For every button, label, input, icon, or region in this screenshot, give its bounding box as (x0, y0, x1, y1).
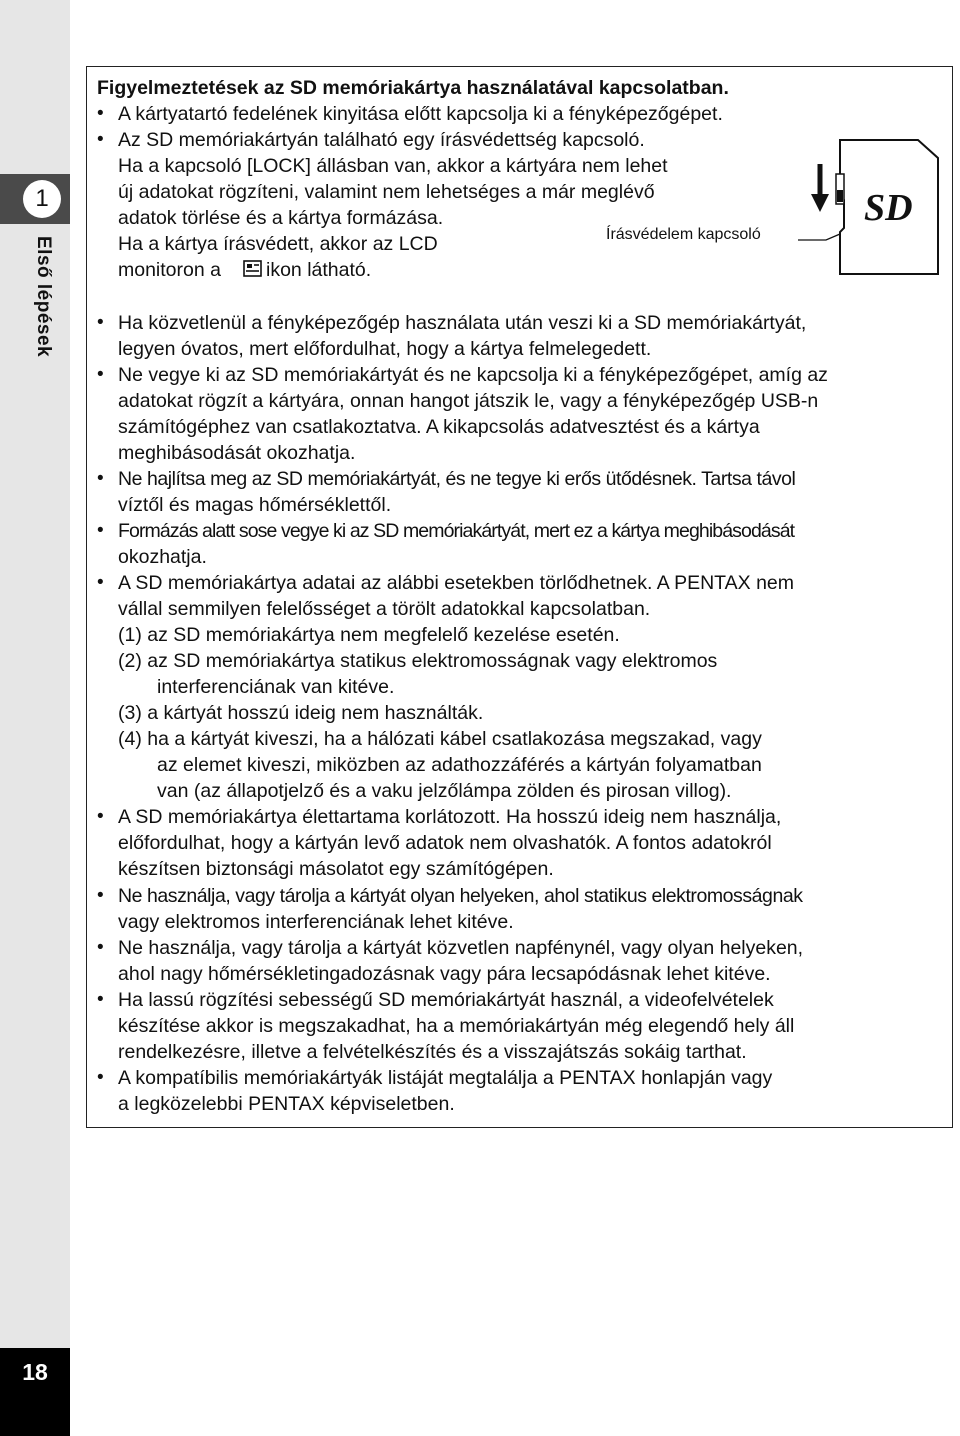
bullet-mark: • (97, 989, 104, 1010)
caution-line: monitoron a (118, 259, 221, 281)
sd-logo: SD (864, 187, 913, 229)
caution-line: (2) az SD memóriakártya statikus elektromosságnak vagy elektromos (118, 650, 718, 672)
caution-line: A kártyatartó fedelének kinyitása előtt kapcsolja ki a fényképezőgépet. (118, 103, 723, 125)
caution-line: A SD memóriakártya élettartama korlátozott. Ha hosszú ideig nem használja, (118, 806, 782, 828)
caution-line: Ne használja, vagy tárolja a kártyát olyan helyeken, ahol statikus elektromosságnak (118, 885, 803, 907)
chapter-title: Első lépések (33, 236, 54, 358)
bullet-mark: • (97, 885, 104, 906)
caution-line: Ne használja, vagy tárolja a kártyát közvetlen napfénynél, vagy olyan helyeken, (118, 937, 804, 959)
caution-line: Ha a kapcsoló [LOCK] állásban van, akkor a kártyára nem lehet (118, 155, 668, 177)
caution-line: (1) az SD memóriakártya nem megfelelő kezelése esetén. (118, 624, 620, 646)
bullet-mark: • (97, 572, 104, 593)
write-protect-icon (243, 260, 263, 278)
caution-line: Ha a kártya írásvédett, akkor az LCD (118, 233, 438, 255)
bullet-mark: • (97, 364, 104, 385)
bullet-mark: • (97, 1067, 104, 1088)
caution-line: A SD memóriakártya adatai az alábbi esetekben törlődhetnek. A PENTAX nem (118, 572, 795, 594)
sd-card-illustration (810, 136, 942, 278)
write-protect-switch-caption: Írásvédelem kapcsoló (606, 226, 761, 243)
caution-line: ikon látható. (266, 259, 372, 281)
caution-line: rendelkezésre, illetve a felvételkészítés és a visszajátszás sokáig tarthat. (118, 1041, 747, 1063)
caution-line: Ha lassú rögzítési sebességű SD memóriakártyát használ, a videofelvételek (118, 989, 774, 1011)
bullet-mark: • (97, 468, 104, 489)
caution-line: vagy elektromos interferenciának lehet kitéve. (118, 911, 514, 933)
caution-line: vállal semmilyen felelősséget a törölt adatokkal kapcsolatban. (118, 598, 651, 620)
caution-line: az elemet kiveszi, miközben az adathozzáférés a kártyán folyamatban (157, 754, 762, 776)
caution-line: Az SD memóriakártyán található egy írásvédettség kapcsoló. (118, 129, 645, 151)
caution-line: meghibásodását okozhatja. (118, 442, 356, 464)
caution-line: Ha közvetlenül a fényképezőgép használata után veszi ki a SD memóriakártyát, (118, 312, 807, 334)
caution-line: előfordulhat, hogy a kártyán levő adatok nem olvashatók. A fontos adatokról (118, 832, 772, 854)
bullet-mark: • (97, 103, 104, 124)
caution-line: a legközelebbi PENTAX képviseletben. (118, 1093, 455, 1115)
caution-line: Formázás alatt sose vegye ki az SD memóriakártyát, mert ez a kártya meghibásodását (118, 520, 795, 542)
caution-line: ahol nagy hőmérsékletingadozásnak vagy pára lecsapódásnak lehet kitéve. (118, 963, 771, 985)
caution-line: adatokat rögzít a kártyára, onnan hangot játszik le, vagy a fényképezőgép USB-n (118, 390, 819, 412)
caution-line: van (az állapotjelző és a vaku jelzőlámpa zölden és pirosan villog). (157, 780, 732, 802)
caution-line: (4) ha a kártyát kiveszi, ha a hálózati kábel csatlakozása megszakad, vagy (118, 728, 762, 750)
caution-line: legyen óvatos, mert előfordulhat, hogy a kártya felmelegedett. (118, 338, 652, 360)
caution-line: készítsen biztonsági másolatot egy számítógépen. (118, 858, 554, 880)
caution-line: Ne hajlítsa meg az SD memóriakártyát, és ne tegye ki erős ütődésnek. Tartsa távol (118, 468, 796, 490)
bullet-mark: • (97, 312, 104, 333)
caution-line: készítése akkor is megszakadhat, ha a memóriakártyán még elegendő hely áll (118, 1015, 795, 1037)
page-number: 18 (22, 1359, 48, 1385)
bullet-mark: • (97, 937, 104, 958)
caution-line: interferenciának van kitéve. (157, 676, 395, 698)
bullet-mark: • (97, 129, 104, 150)
caution-heading: Figyelmeztetések az SD memóriakártya használatával kapcsolatban. (97, 77, 729, 99)
bullet-mark: • (97, 520, 104, 541)
caution-line: adatok törlése és a kártya formázása. (118, 207, 444, 229)
caution-line: (3) a kártyát hosszú ideig nem használták. (118, 702, 484, 724)
bullet-mark: • (97, 806, 104, 827)
caution-line: új adatokat rögzíteni, valamint nem lehetséges a már meglévő (118, 181, 655, 203)
caution-line: víztől és magas hőmérséklettől. (118, 494, 392, 516)
caution-line: Ne vegye ki az SD memóriakártyát és ne kapcsolja ki a fényképezőgépet, amíg az (118, 364, 828, 386)
caution-line: számítógéphez van csatlakoztatva. A kikapcsolás adatvesztést és a kártya (118, 416, 760, 438)
caution-line: okozhatja. (118, 546, 207, 568)
chapter-number: 1 (23, 180, 61, 218)
caution-line: A kompatíbilis memóriakártyák listáját megtalálja a PENTAX honlapján vagy (118, 1067, 773, 1089)
